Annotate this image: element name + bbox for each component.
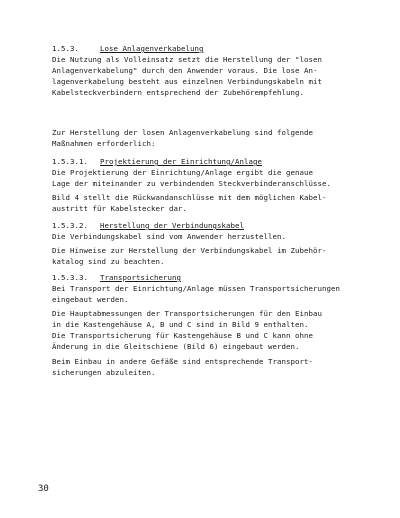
- paragraph-line: Die Hauptabmessungen der Transportsicherungen für den Einbau: [52, 309, 322, 318]
- paragraph-line: Kabelsteckverbindern entsprechend der Zubehörempfehlung.: [52, 88, 304, 97]
- paragraph-line: lagenverkabelung besteht aus einzelnen Verbindungskabeln mit: [52, 77, 322, 86]
- paragraph-line: Änderung in die Gleitschiene (Bild 6) eingebaut werden.: [52, 342, 300, 351]
- section-heading-1-5-3: [52, 44, 204, 54]
- paragraph-line: in die Kastengehäuse A, B und C sind in Bild 9 enthalten.: [52, 320, 309, 329]
- section-heading-1-5-3-3: [52, 273, 181, 283]
- paragraph-line: Zur Herstellung der losen Anlagenverkabelung sind folgende: [52, 128, 313, 137]
- paragraph-line: Anlagenverkabelung" durch den Anwender voraus. Die lose An-: [52, 66, 318, 75]
- paragraph-line: Die Verbindungskabel sind vom Anwender herzustellen.: [52, 232, 286, 241]
- paragraph-line: eingebaut werden.: [52, 295, 129, 304]
- paragraph-line: Die Transportsicherung für Kastengehäuse B und C kann ohne: [52, 331, 313, 340]
- section-number: 1.5.3.: [52, 44, 79, 53]
- section-number: 1.5.3.2.: [52, 221, 88, 230]
- paragraph-line: Die Nutzung als Volleinsatz setzt die Herstellung der "losen: [52, 55, 322, 64]
- section-heading-1-5-3-1: [52, 157, 262, 167]
- paragraph-line: sicherungen abzuleiten.: [52, 368, 156, 377]
- section-title: Lose Anlagenverkabelung: [100, 44, 204, 53]
- page-number: 30: [38, 484, 49, 494]
- paragraph-line: Die Projektierung der Einrichtung/Anlage ergibt die genaue: [52, 168, 313, 177]
- section-title: Projektierung der Einrichtung/Anlage: [100, 157, 262, 166]
- paragraph-line: Bild 4 stellt die Rückwandanschlüsse mit dem möglichen Kabel-: [52, 193, 327, 202]
- section-number: 1.5.3.3.: [52, 273, 88, 282]
- paragraph-line: Lage der miteinander zu verbindenden Steckverbinderanschlüsse.: [52, 179, 331, 188]
- paragraph-line: Die Hinweise zur Herstellung der Verbindungskabel im Zubehör-: [52, 246, 327, 255]
- section-title: Herstellung der Verbindungskabel: [100, 221, 244, 230]
- paragraph-line: Beim Einbau in andere Gefäße sind entsprechende Transport-: [52, 357, 313, 366]
- section-number: 1.5.3.1.: [52, 157, 88, 166]
- section-heading-1-5-3-2: [52, 221, 244, 231]
- paragraph-line: austritt für Kabelstecker dar.: [52, 204, 187, 213]
- paragraph-line: Maßnahmen erforderlich:: [52, 139, 156, 148]
- paragraph-line: Bei Transport der Einrichtung/Anlage müssen Transportsicherungen: [52, 284, 340, 293]
- paragraph-line: katalog sind zu beachten.: [52, 257, 165, 266]
- section-title: Transportsicherung: [100, 273, 181, 282]
